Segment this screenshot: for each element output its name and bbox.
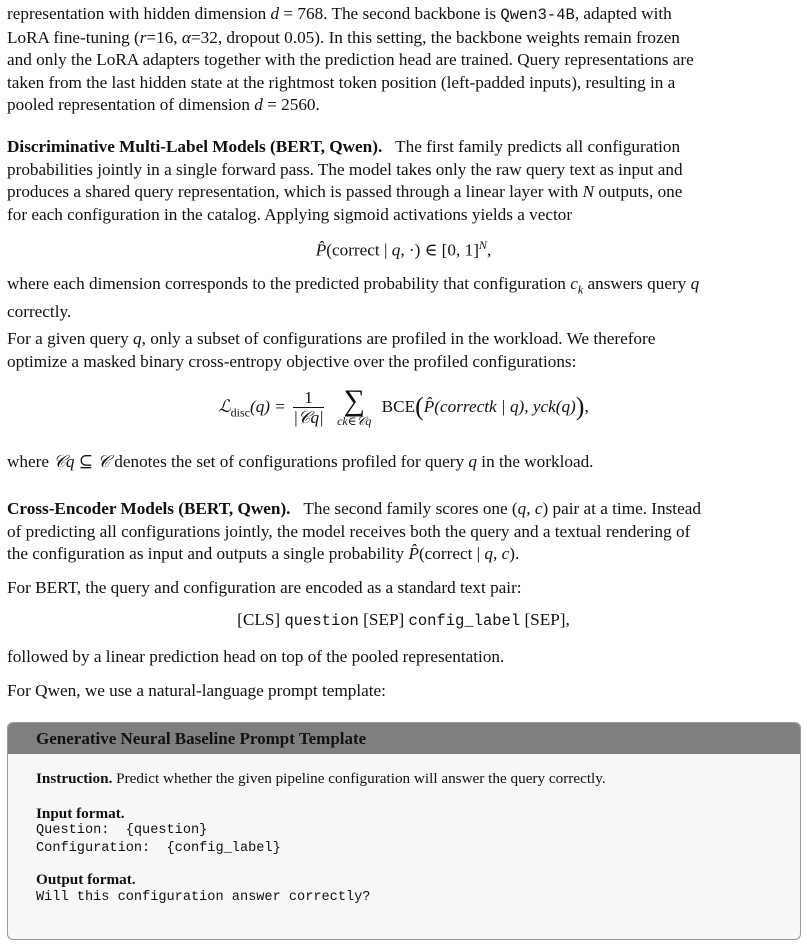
math-var: d: [254, 95, 263, 115]
text-line: correctly.: [7, 302, 72, 322]
paren: ): [575, 391, 585, 421]
cross-encoder-paragraph: [7, 498, 800, 566]
text: in the workload.: [477, 452, 594, 471]
math: q, c: [484, 544, 510, 564]
text: answers query: [583, 274, 691, 293]
text: The first family predicts all configuration: [395, 137, 681, 156]
math-var: q: [133, 329, 142, 348]
token: question: [284, 612, 359, 630]
fraction: [293, 389, 324, 428]
text: = 768. The second backbone is: [279, 4, 501, 23]
math-sub: k: [577, 282, 584, 297]
math: N: [478, 238, 487, 252]
text-line: For Qwen, we use a natural-language prompt template:: [7, 681, 386, 700]
math: , ·) ∈ [0, 1]: [400, 240, 479, 260]
summation: [337, 384, 372, 428]
text: = 2560.: [262, 95, 320, 115]
discriminative-paragraph: [7, 136, 800, 226]
section-heading: Discriminative Multi-Label Models (BERT, Qwen).: [7, 137, 383, 156]
text: denotes the set of configurations profiled for query: [109, 452, 469, 471]
math-var: N: [582, 182, 595, 202]
math-var: q: [690, 274, 700, 293]
text: ) pair at a time. Instead: [542, 499, 701, 518]
math: [CLS]: [237, 610, 285, 629]
text-line: followed by a linear prediction head on top of the pooled representation.: [7, 647, 505, 666]
denominator: |𝒞q|: [293, 407, 324, 427]
label: Output format.: [36, 871, 136, 888]
instruction-label: Instruction.: [36, 770, 113, 787]
math: P̂: [315, 240, 327, 260]
text: where each dimension corresponds to the predicted probability that configuration: [7, 274, 571, 293]
prompt-template-title: Generative Neural Baseline Prompt Template: [8, 723, 800, 754]
equation-text-pair: [0, 609, 807, 633]
text: LoRA fine-tuning (: [7, 27, 140, 47]
section-heading: Cross-Encoder Models (BERT, Qwen).: [7, 499, 291, 518]
masked-objective-paragraph: [7, 328, 800, 373]
math: P̂(correctk | q), yck(q): [423, 396, 576, 416]
text-line: for each configuration in the catalog. Applying sigmoid activations yields a vector: [7, 204, 573, 224]
output-line: Will this configuration answer correctly?: [36, 890, 371, 905]
text: ).: [509, 544, 520, 564]
text: (correct |: [418, 544, 485, 564]
paren: (: [415, 391, 424, 421]
math: [SEP],: [520, 610, 570, 629]
text: where: [7, 452, 54, 471]
math: [SEP]: [358, 610, 409, 629]
qwen-paragraph: [7, 680, 800, 703]
sum-range: ck∈𝒞q: [337, 414, 372, 428]
text: , only a subset of configurations are profiled in the workload. We therefore: [141, 329, 656, 348]
text: outputs, one: [594, 182, 683, 202]
text: =32, dropout 0.05). In this setting, the backbone weights remain frozen: [190, 27, 680, 47]
equation-masked-bce: [0, 384, 807, 428]
head-paragraph: [7, 646, 800, 669]
math: disc: [230, 405, 250, 420]
math-var: α: [181, 27, 191, 47]
dimension-paragraph: [7, 273, 800, 324]
math-var: r: [139, 27, 147, 47]
math: BCE: [381, 396, 416, 416]
math-var: d: [270, 4, 280, 23]
instruction-text: Predict whether the given pipeline configuration will answer the query correctly.: [112, 770, 606, 787]
input-question-line: Question: {question}: [36, 823, 208, 838]
text: =16,: [146, 27, 182, 47]
input-config-line: Configuration: {config_label}: [36, 841, 281, 856]
equation-probability-vector: [0, 234, 807, 262]
text: For a given query: [7, 329, 134, 348]
text-line: and only the LoRA adapters together with the prediction head are trained. Query representations are: [7, 50, 694, 70]
math: q: [391, 240, 401, 260]
text: representation with hidden dimension: [7, 4, 271, 23]
prompt-template-box: [7, 722, 801, 940]
label: Input format.: [36, 805, 125, 822]
math: ,: [584, 396, 589, 416]
text: the configuration as input and outputs a single probability: [7, 544, 409, 564]
text-line: of predicting all configurations jointly, the model receives both the query and a textual rendering of: [7, 521, 691, 541]
text: produces a shared query representation, which is passed through a linear layer with: [7, 182, 583, 202]
math: (correct |: [326, 240, 392, 260]
input-format-label: [36, 805, 125, 823]
math-var: q: [468, 452, 477, 471]
math: ,: [486, 240, 492, 260]
instruction-line: [36, 770, 606, 788]
text: pooled representation of dimension: [7, 95, 255, 115]
bert-paragraph: [7, 577, 800, 600]
text-line: optimize a masked binary cross-entropy objective over the profiled configurations:: [7, 351, 577, 371]
backbone-paragraph: [7, 3, 800, 117]
math: 𝒞q ⊆ 𝒞: [53, 452, 110, 471]
token: config_label: [408, 612, 521, 630]
sum-symbol: ∑: [343, 384, 365, 417]
math: q, c: [517, 499, 543, 518]
profiled-set-paragraph: [7, 451, 800, 474]
text-line: probabilities jointly in a single forward pass. The model takes only the raw query text as input and: [7, 159, 683, 179]
math: P̂: [408, 544, 419, 564]
math: (q) =: [249, 396, 286, 416]
output-format-label: [36, 871, 136, 889]
text: The second family scores one (: [303, 499, 518, 518]
math: ℒ: [218, 396, 231, 416]
text-line: taken from the last hidden state at the rightmost token position (left-padded inputs), resulting in a: [7, 72, 676, 92]
text-line: For BERT, the query and configuration are encoded as a standard text pair:: [7, 578, 522, 597]
model-name: Qwen3-4B: [500, 6, 575, 24]
math-var: c: [570, 274, 578, 293]
numerator: 1: [293, 389, 324, 408]
text: , adapted with: [574, 4, 672, 23]
